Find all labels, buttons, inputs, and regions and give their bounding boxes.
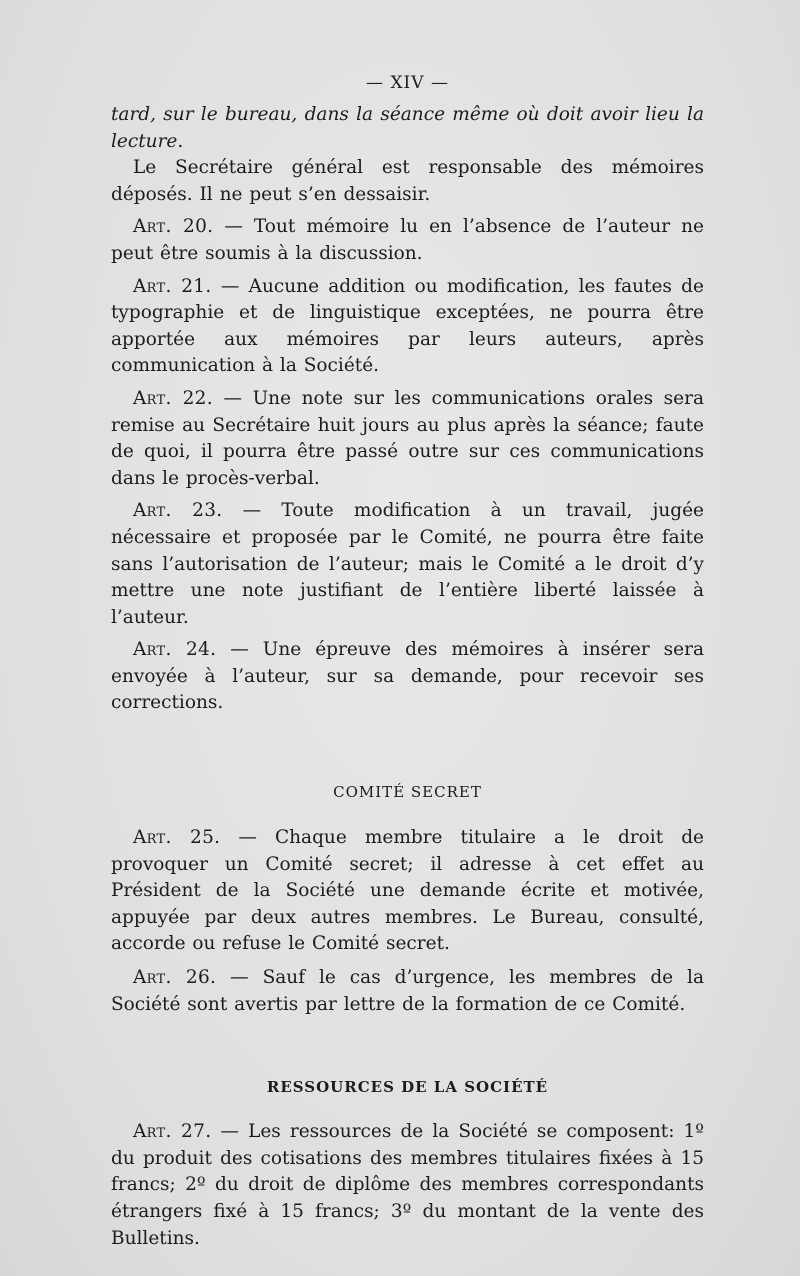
article-26 [111, 965, 704, 1018]
article-25 [111, 825, 704, 958]
article-text: — Chaque membre titulaire a le droit de provoquer un Comité secret; il adresse à cet effet au Président de la Société une demande écrite et motivée, appuyée par deux autres membres. Le Bureau, consulté, accorde ou refuse le Comité secret. [111, 827, 704, 955]
section-heading-ressources: RESSOURCES DE LA SOCIÉTÉ [266, 1078, 549, 1097]
section-heading-comite-secret: COMITÉ SECRET [333, 783, 482, 802]
article-22 [111, 386, 704, 492]
article-text: — Toute modification à un travail, jugée nécessaire et proposée par le Comité, ne pourra être faite sans l’autorisation de l’auteur; mais le Comité a le droit d’y mettre une note justifiant de l’entière liberté laissée à l’auteur. [111, 500, 704, 628]
italic-text: tard, sur le bureau, dans la séance même où doit avoir lieu la lecture. [111, 104, 704, 152]
article-21 [111, 274, 704, 380]
paragraph-secretary: Le Secrétaire général est responsable des mémoires déposés. Il ne peut s’en dessaisir. [111, 157, 704, 205]
article-label: Art. 25. [133, 827, 221, 849]
article-label: Art. 21. [133, 275, 212, 297]
article-label: Art. 24. [133, 639, 217, 661]
article-text: — Une épreuve des mémoires à insérer sera envoyée à l’auteur, sur sa demande, pour recevoir ses corrections. [111, 639, 704, 714]
article-text: — Les ressources de la Société se composent: 1º du produit des cotisations des membres titulaires fixées à 15 francs; 2º du droit de diplôme des membres correspondants étrangers fixé à 15 francs; 3º du montant de la vente des Bulletins. [111, 1121, 704, 1249]
article-24 [111, 637, 704, 717]
article-label: Art. 26. [133, 967, 217, 989]
article-text: — Aucune addition ou modification, les fautes de typographie et de linguistique exceptées, ne pourra être apportée aux mémoires par leurs auteurs, après communication à la Société. [111, 275, 704, 377]
article-label: Art. 22. [133, 387, 213, 409]
article-text: — Sauf le cas d’urgence, les membres de la Société sont avertis par lettre de la formation de ce Comité. [111, 967, 704, 1015]
paragraph-continuation [111, 102, 704, 155]
article-27 [111, 1119, 704, 1252]
article-label: Art. 23. [133, 500, 223, 522]
article-20 [111, 214, 704, 267]
article-text: — Tout mémoire lu en l’absence de l’auteur ne peut être soumis à la discussion. [111, 216, 704, 264]
article-23 [111, 498, 704, 631]
article-label: Art. 27. [133, 1121, 212, 1143]
article-label: Art. 20. [133, 216, 214, 238]
article-text: — Une note sur les communications orales sera remise au Secrétaire huit jours au plus après la séance; faute de quoi, il pourra être passé outre sur ces communications dans le procès-verbal. [111, 387, 704, 489]
page-number: — XIV — [366, 73, 449, 93]
